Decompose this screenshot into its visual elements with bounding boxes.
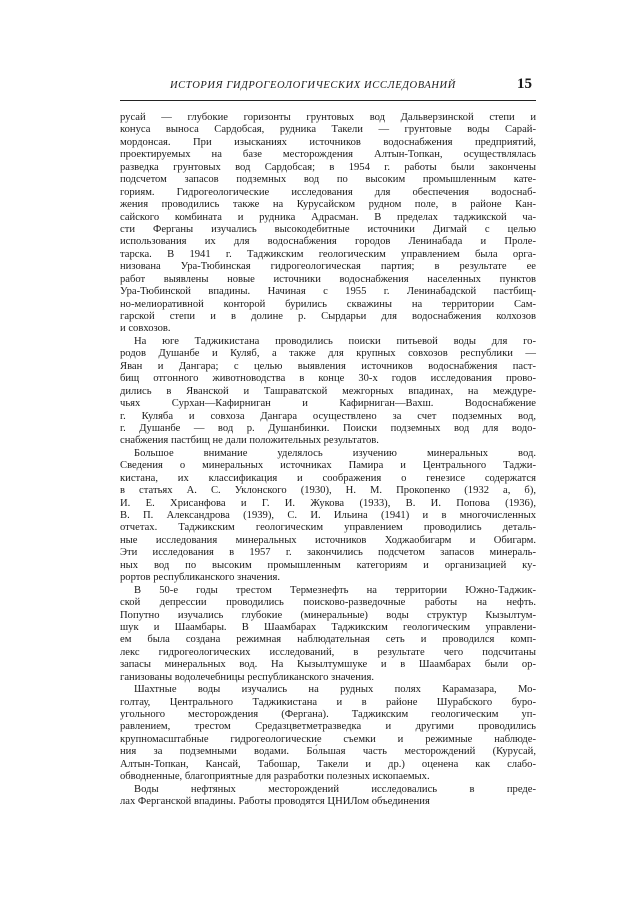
text-line: крупномасштабные гидрогеологические съемки и режимные наблюде-	[120, 733, 536, 745]
text-line: тарска. В 1941 г. Таджикским геологическим управлением была орга-	[120, 248, 536, 260]
text-line: конуса выноса Сардобсая, рудника Такели — грунтовые воды Сарай-	[120, 124, 536, 136]
text-line: родов Душанбе и Куляб, а также для крупных совхозов республики —	[120, 348, 536, 360]
text-line: Алтын-Топкан, Кансай, Табошар, Такели и др.) оценена как слабо-	[120, 758, 536, 770]
page-number: 15	[517, 76, 532, 92]
text-line: шук и Шаамбары. В Шаамбарах Таджикским геологическим управлени-	[120, 621, 536, 633]
text-line: В 50-е годы трестом Термезнефть на территории Южно-Таджик-	[134, 584, 536, 596]
text-line: Воды нефтяных месторождений исследовались в преде-	[134, 783, 536, 795]
text-line: мордонсая. При изысканиях источников водоснабжения предприятий,	[120, 136, 536, 148]
body-text	[120, 112, 536, 809]
text-line: ем была создана режимная наблюдательная сеть и проводился комп-	[120, 634, 536, 646]
text-line: Сведения о минеральных источниках Памира и Центрального Таджи-	[120, 460, 536, 472]
text-line: лекс гидрогеологических исследований, в результате чего подсчитаны	[120, 646, 536, 658]
text-line: ных вод по высоким промышленным категориям и организацией ку-	[120, 559, 536, 571]
paragraph	[120, 585, 536, 685]
text-line: сайского комбината и рудника Адрасман. В пределах таджикской ча-	[120, 211, 536, 223]
text-line: чьях Сурхан—Кафирниган и Кафирниган—Вахш. Водоснабжение	[120, 398, 536, 410]
text-line: разведка грунтовых вод Сардобсая; в 1954 г. работы были закончены	[120, 161, 536, 173]
paragraph	[120, 684, 536, 784]
text-line: дились в Яванской и Ташраватской межгорных впадинах, на междуре-	[120, 385, 536, 397]
text-line: В. П. Александрова (1939), С. И. Ильина (1941) и в многочисленных	[120, 510, 536, 521]
text-line: работ выявлены новые источники водоснабжения населенных пунктов	[120, 273, 536, 285]
text-line: использования их для водоснабжения городов Ленинабада и Пролe-	[120, 236, 536, 248]
paragraph	[120, 448, 536, 585]
text-line: ганизованы водолечебницы республиканского значения.	[120, 671, 375, 683]
text-line: рортов республиканского значения.	[120, 572, 281, 584]
page-header	[120, 76, 536, 101]
text-line: И. Е. Хрисанфова и Г. И. Жукова (1933), В. И. Попова (1936),	[120, 497, 536, 509]
text-line: жения проводились также на Курусайском рудном поле, в районе Кан-	[120, 199, 536, 211]
text-line: Попутно изучались глубокие (минеральные) воды структур Кызылтум-	[120, 609, 536, 621]
text-line: лах Ферганской впадины. Работы проводятся ЦНИЛом объединения	[120, 796, 430, 808]
text-line: Яван и Дангара; с целью выявления источников водоснабжения паст-	[120, 360, 536, 372]
text-line: равлением, трестом Средазцветметразведка и другими проводились	[120, 721, 536, 733]
text-line: ской депрессии проводились поисково-разведочные работы на нефть.	[120, 597, 536, 609]
text-line: низована Ура-Тюбинская гидрогеологическая партия; в результате ее	[120, 261, 536, 273]
text-line: но-мелиоративной конторой бурились скважины на территории Сам-	[120, 298, 536, 310]
paragraph	[120, 336, 536, 448]
text-line: гориям. Гидрогеологические исследования для обеспечения водоснаб-	[120, 186, 536, 198]
text-line: запасы минеральных вод. На Кызылтумшуке и в Шаамбарах были ор-	[120, 659, 536, 671]
text-line: русай — глубокие горизонты грунтовых вод Дальверзинской степи и	[120, 112, 536, 123]
text-line: в статьях А. С. Уклонского (1930), Н. М. Прокопенко (1932 а, б),	[120, 485, 536, 497]
text-line: Эти исследования в 1957 г. закончились подсчетом запасов минераль-	[120, 547, 536, 559]
text-line: подсчетом запасов подземных вод по высоким промышленным кате-	[120, 174, 536, 186]
text-line: проектируемых на базе месторождения Алтын-Топкан, осуществлялась	[120, 149, 536, 161]
text-line: г. Куляба и совхоза Дангара осуществлено за счет подземных вод,	[120, 410, 536, 422]
text-line: ния за подземными водами. Бо́льшая часть месторождений (Курусай,	[120, 746, 536, 758]
text-line: голтау, Центрального Таджикистана и в районе Шурабского буро-	[120, 696, 536, 708]
text-line: Большое внимание уделялось изучению минеральных вод.	[134, 447, 536, 459]
text-line: гарской степи и в долине р. Сырдарьи для водоснабжения колхозов	[120, 311, 536, 322]
text-line: бищ отгонного животноводства в конце 30-х годов исследования прово-	[120, 373, 536, 385]
text-line: угольного месторождения (Фергана). Таджикским геологическим уп-	[120, 709, 536, 720]
text-line: Шахтные воды изучались на рудных полях Карамазара, Мо-	[134, 684, 536, 696]
text-line: сти Ферганы изучались высокодебитные источники Дигмай с целью	[120, 223, 536, 235]
text-line: ные исследования минеральных источников Ходжаобигарм и Обигарм.	[120, 534, 536, 546]
text-line: Ура-Тюбинской впадины. Начиная с 1955 г. Ленинабадской пастбищ-	[120, 286, 536, 298]
text-line: обводненные, благоприятные для разработки полезных ископаемых.	[120, 771, 430, 783]
text-line: г. Душанбе — вод р. Душанбинки. Поиски подземных вод для водо-	[120, 422, 536, 434]
text-line: отчетах. Таджикским геологическим управлением проводились деталь-	[120, 522, 536, 534]
running-title: ИСТОРИЯ ГИДРОГЕОЛОГИЧЕСКИХ ИССЛЕДОВАНИЙ	[170, 80, 456, 91]
text-line: и совхозов.	[120, 323, 171, 335]
text-line: кистана, их классификация и соображения о генезисе содержатся	[120, 472, 536, 484]
text-line: На юге Таджикистана проводились поиски питьевой воды для го-	[134, 335, 536, 347]
paragraph	[120, 784, 536, 809]
text-line: снабжения пастбищ не дали положительных результатов.	[120, 435, 379, 447]
paragraph	[120, 112, 536, 336]
